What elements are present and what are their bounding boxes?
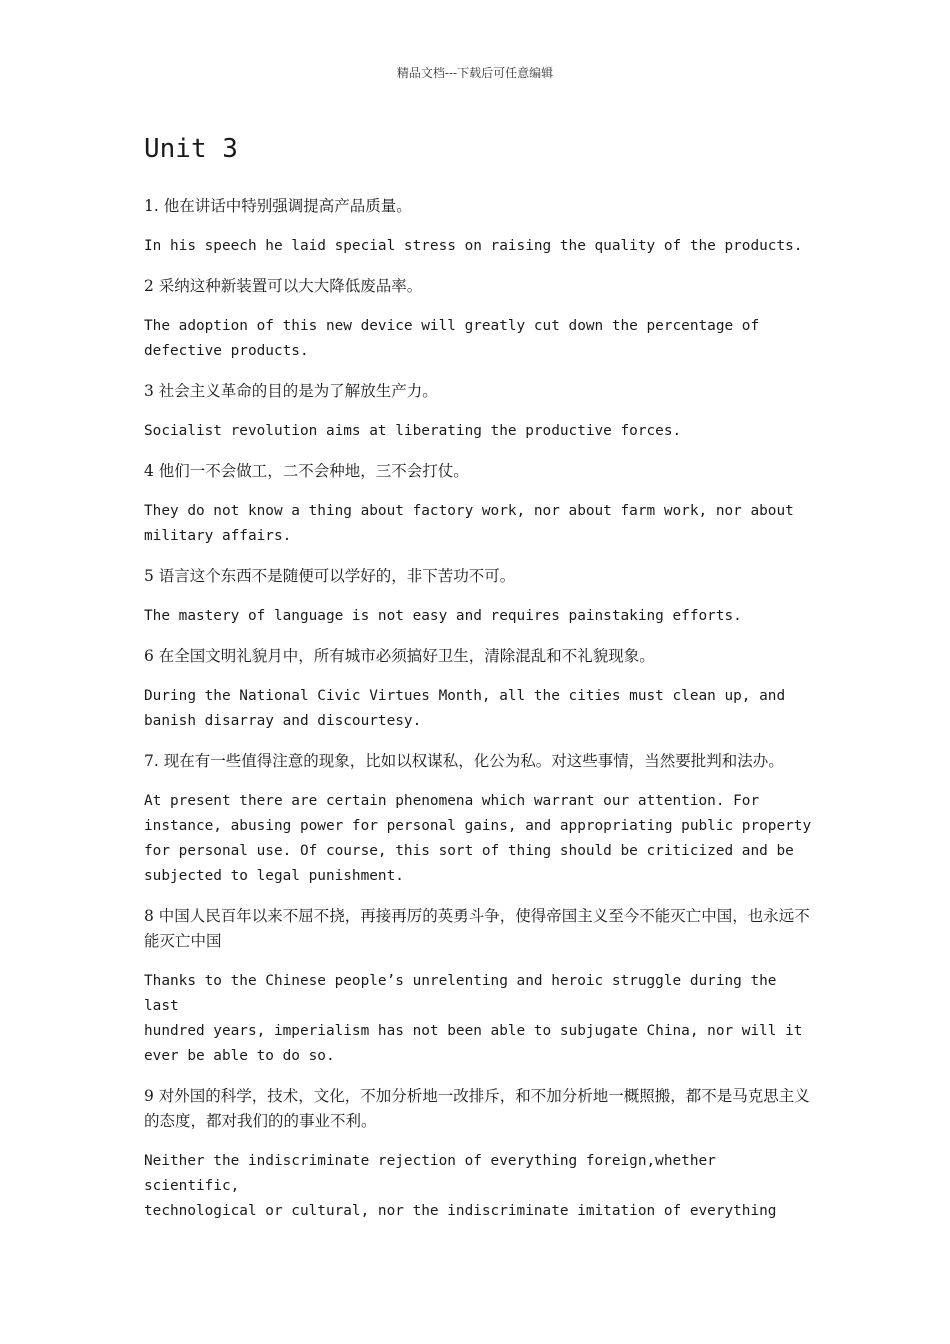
english-translation: At present there are certain phenomena which warrant our attention. For instance, abusing power for personal gains, and appropriating public property for personal use. Of course, this sort of thing should be criticized and be subjected to legal punishment.: [144, 793, 812, 884]
document-body: [144, 130, 814, 1239]
translation-item: [144, 564, 814, 629]
chinese-sentence: 4 他们一不会做工，二不会种地，三不会打仗。: [144, 462, 469, 480]
english-translation: The adoption of this new device will greatly cut down the percentage of defective products.: [144, 318, 760, 359]
chinese-sentence: 5 语言这个东西不是随便可以学好的，非下苦功不可。: [144, 567, 516, 585]
translation-item: [144, 194, 814, 259]
english-translation: The mastery of language is not easy and requires painstaking efforts.: [144, 608, 742, 624]
translation-item: [144, 459, 814, 549]
chinese-sentence: 6 在全国文明礼貌月中，所有城市必须搞好卫生，清除混乱和不礼貌现象。: [144, 647, 655, 665]
chinese-sentence: 2 采纳这种新装置可以大大降低废品率。: [144, 277, 423, 295]
translation-item: [144, 274, 814, 364]
translation-item: [144, 644, 814, 734]
chinese-sentence: 9 对外国的科学，技术，文化，不加分析地一改排斥，和不加分析地一概照搬，都不是马克思主义的态度，都对我们的的事业不利。: [144, 1087, 810, 1130]
page-header: 精品文档---下载后可任意编辑: [396, 66, 554, 80]
english-translation: They do not know a thing about factory work, nor about farm work, nor about military affairs.: [144, 503, 794, 544]
english-translation: Neither the indiscriminate rejection of everything foreign,whether scientific, technological or cultural, nor the indiscriminate imitation of everything: [144, 1153, 777, 1219]
english-translation: Socialist revolution aims at liberating the productive forces.: [144, 423, 682, 439]
translation-item: [144, 379, 814, 444]
english-translation: In his speech he laid special stress on raising the quality of the products.: [144, 238, 803, 254]
chinese-sentence: 7. 现在有一些值得注意的现象，比如以权谋私，化公为私。对这些事情，当然要批判和法办。: [144, 752, 784, 770]
english-translation: Thanks to the Chinese people’s unrelenting and heroic struggle during the last hundred years, imperialism has not been able to subjugate China, nor will it ever be able to do so.: [144, 973, 803, 1064]
english-translation: During the National Civic Virtues Month, all the cities must clean up, and banish disarray and discourtesy.: [144, 688, 786, 729]
chinese-sentence: 3 社会主义革命的目的是为了解放生产力。: [144, 382, 438, 400]
chinese-sentence: 1. 他在讲话中特别强调提高产品质量。: [144, 197, 412, 215]
unit-title: Unit 3: [144, 134, 238, 164]
translation-item: [144, 904, 814, 1069]
chinese-sentence: 8 中国人民百年以来不屈不挠，再接再厉的英勇斗争，使得帝国主义至今不能灭亡中国，也永远不能灭亡中国: [144, 907, 810, 950]
translation-item: [144, 1084, 814, 1224]
translation-item: [144, 749, 814, 889]
